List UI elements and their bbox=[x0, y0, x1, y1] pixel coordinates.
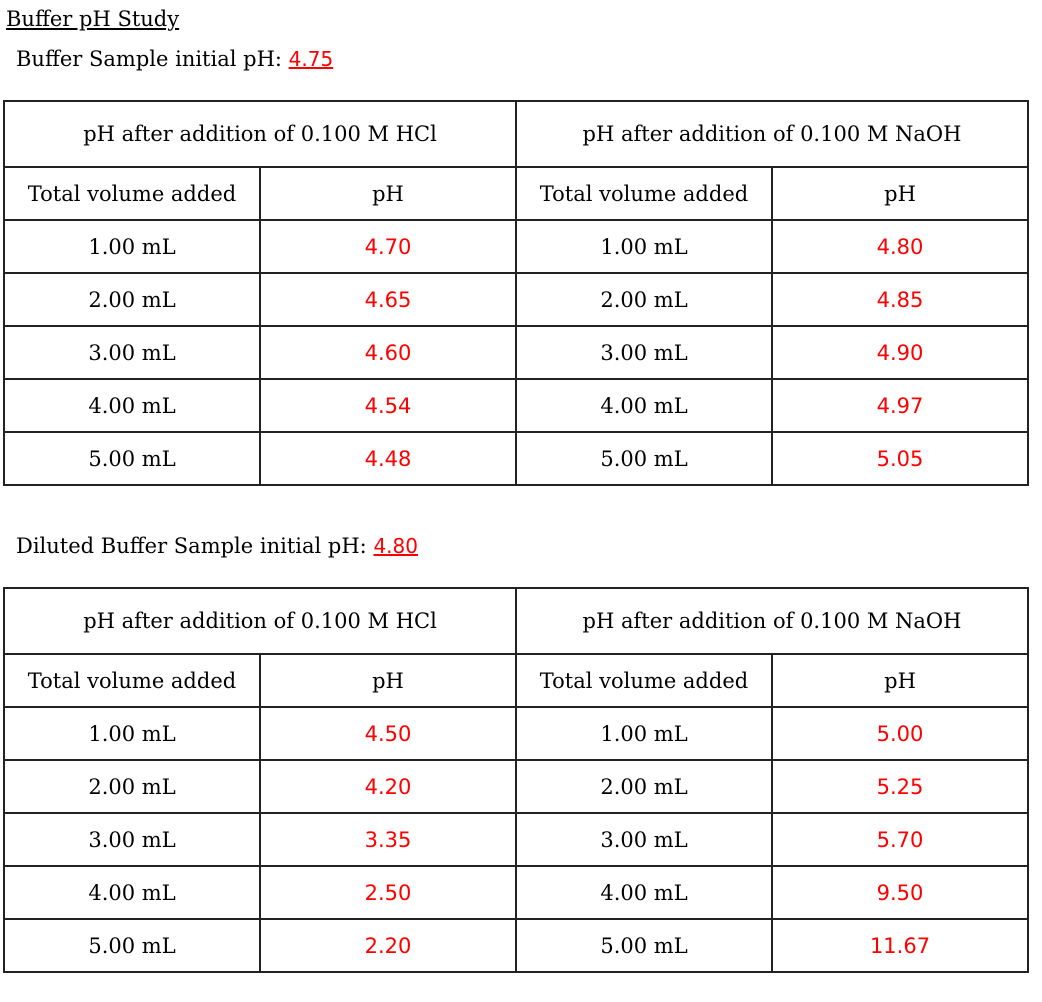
naoh-volume-cell: 4.00 mL bbox=[516, 866, 772, 919]
hcl-ph-cell: 2.50 bbox=[260, 866, 516, 919]
hcl-volume-cell: 3.00 mL bbox=[4, 813, 260, 866]
hcl-volume-cell: 4.00 mL bbox=[4, 866, 260, 919]
hcl-volume-column-header: Total volume added bbox=[4, 167, 260, 220]
hcl-ph-column-header: pH bbox=[260, 654, 516, 707]
table-column-header-row bbox=[4, 654, 1028, 707]
naoh-ph-cell: 4.85 bbox=[772, 273, 1028, 326]
document-title: Buffer pH Study bbox=[6, 7, 180, 31]
hcl-volume-cell: 1.00 mL bbox=[4, 220, 260, 273]
diluted-initial-ph-label: Diluted Buffer Sample initial pH: bbox=[16, 534, 367, 558]
naoh-ph-column-header: pH bbox=[772, 654, 1028, 707]
buffer-initial-ph-label: Buffer Sample initial pH: bbox=[16, 47, 282, 71]
hcl-ph-cell: 4.54 bbox=[260, 379, 516, 432]
naoh-ph-cell: 5.70 bbox=[772, 813, 1028, 866]
table-row bbox=[4, 220, 1028, 273]
naoh-volume-cell: 1.00 mL bbox=[516, 707, 772, 760]
naoh-volume-cell: 2.00 mL bbox=[516, 760, 772, 813]
hcl-ph-cell: 4.65 bbox=[260, 273, 516, 326]
diluted-initial-ph-value: 4.80 bbox=[373, 534, 418, 558]
table-row bbox=[4, 760, 1028, 813]
table-column-header-row bbox=[4, 167, 1028, 220]
table-row bbox=[4, 326, 1028, 379]
table-group-header-row bbox=[4, 588, 1028, 654]
table-row bbox=[4, 379, 1028, 432]
diluted-buffer-ph-table bbox=[3, 587, 1029, 973]
hcl-volume-cell: 4.00 mL bbox=[4, 379, 260, 432]
hcl-volume-cell: 5.00 mL bbox=[4, 919, 260, 972]
diluted-initial-ph-line bbox=[16, 533, 418, 559]
naoh-volume-column-header: Total volume added bbox=[516, 167, 772, 220]
naoh-volume-cell: 3.00 mL bbox=[516, 326, 772, 379]
table-group-header-row bbox=[4, 101, 1028, 167]
table-row bbox=[4, 707, 1028, 760]
naoh-group-header: pH after addition of 0.100 M NaOH bbox=[516, 101, 1028, 167]
naoh-volume-cell: 2.00 mL bbox=[516, 273, 772, 326]
buffer-initial-ph-line bbox=[16, 46, 333, 72]
hcl-volume-column-header: Total volume added bbox=[4, 654, 260, 707]
table-row bbox=[4, 273, 1028, 326]
naoh-ph-cell: 5.00 bbox=[772, 707, 1028, 760]
hcl-volume-cell: 2.00 mL bbox=[4, 760, 260, 813]
naoh-ph-cell: 5.25 bbox=[772, 760, 1028, 813]
naoh-volume-column-header: Total volume added bbox=[516, 654, 772, 707]
naoh-ph-cell: 4.90 bbox=[772, 326, 1028, 379]
hcl-ph-cell: 4.70 bbox=[260, 220, 516, 273]
naoh-ph-cell: 5.05 bbox=[772, 432, 1028, 485]
buffer-ph-table bbox=[3, 100, 1029, 486]
hcl-volume-cell: 2.00 mL bbox=[4, 273, 260, 326]
naoh-volume-cell: 3.00 mL bbox=[516, 813, 772, 866]
hcl-ph-column-header: pH bbox=[260, 167, 516, 220]
naoh-ph-column-header: pH bbox=[772, 167, 1028, 220]
hcl-group-header: pH after addition of 0.100 M HCl bbox=[4, 101, 516, 167]
naoh-ph-cell: 9.50 bbox=[772, 866, 1028, 919]
hcl-ph-cell: 2.20 bbox=[260, 919, 516, 972]
buffer-initial-ph-value: 4.75 bbox=[288, 47, 334, 71]
naoh-volume-cell: 4.00 mL bbox=[516, 379, 772, 432]
hcl-volume-cell: 3.00 mL bbox=[4, 326, 260, 379]
hcl-ph-cell: 4.20 bbox=[260, 760, 516, 813]
naoh-volume-cell: 5.00 mL bbox=[516, 432, 772, 485]
naoh-volume-cell: 1.00 mL bbox=[516, 220, 772, 273]
table-row bbox=[4, 866, 1028, 919]
hcl-ph-cell: 4.48 bbox=[260, 432, 516, 485]
naoh-volume-cell: 5.00 mL bbox=[516, 919, 772, 972]
table-row bbox=[4, 919, 1028, 972]
table-row bbox=[4, 813, 1028, 866]
naoh-ph-cell: 4.97 bbox=[772, 379, 1028, 432]
naoh-ph-cell: 11.67 bbox=[772, 919, 1028, 972]
hcl-group-header: pH after addition of 0.100 M HCl bbox=[4, 588, 516, 654]
hcl-volume-cell: 1.00 mL bbox=[4, 707, 260, 760]
table-row bbox=[4, 432, 1028, 485]
hcl-ph-cell: 4.50 bbox=[260, 707, 516, 760]
hcl-ph-cell: 3.35 bbox=[260, 813, 516, 866]
hcl-ph-cell: 4.60 bbox=[260, 326, 516, 379]
hcl-volume-cell: 5.00 mL bbox=[4, 432, 260, 485]
naoh-group-header: pH after addition of 0.100 M NaOH bbox=[516, 588, 1028, 654]
naoh-ph-cell: 4.80 bbox=[772, 220, 1028, 273]
